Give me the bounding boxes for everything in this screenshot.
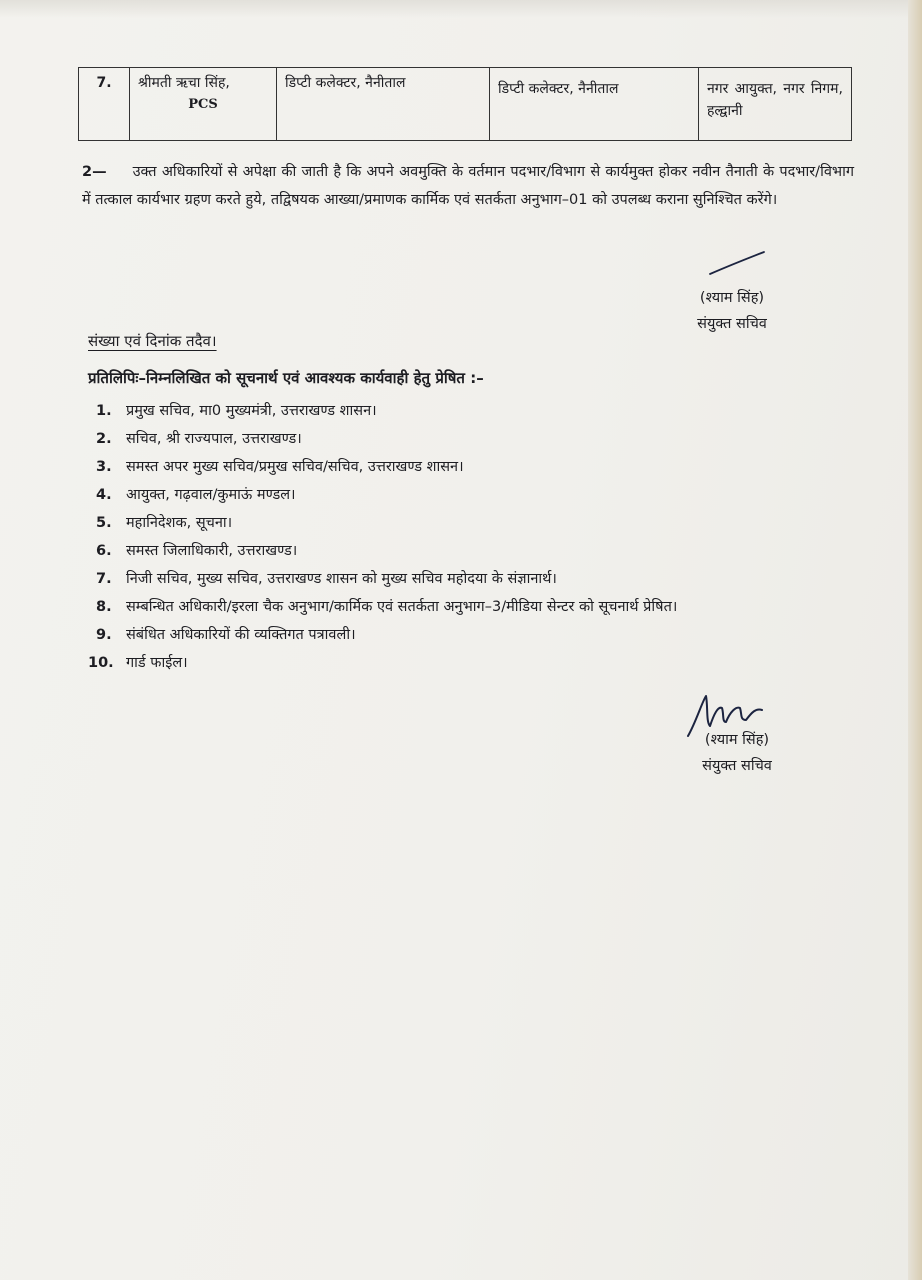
list-item-number: 8.: [96, 599, 112, 615]
page-edge-right: [908, 0, 922, 1280]
list-item-text: संबंधित अधिकारियों की व्यक्तिगत पत्रावली।: [126, 627, 356, 643]
list-item-number: 7.: [96, 571, 112, 587]
new-post-cell: डिप्टी कलेक्टर, नैनीताल: [490, 68, 699, 141]
signature-block-2: [672, 727, 802, 779]
page-shadow-top: [0, 0, 922, 18]
officer-name: श्रीमती ऋचा सिंह,: [138, 75, 230, 91]
officer-service: PCS: [188, 97, 218, 112]
list-item: [88, 481, 858, 509]
signatory-name: (श्याम सिंह): [699, 290, 765, 306]
list-item-number: 1.: [96, 403, 112, 419]
list-item: [88, 397, 858, 425]
signature-mark: [708, 248, 768, 278]
instruction-paragraph: [82, 158, 854, 214]
signature-block-1: [672, 285, 792, 337]
list-item-number: 4.: [96, 487, 112, 503]
list-item: [88, 509, 858, 537]
list-item-text: समस्त जिलाधिकारी, उत्तराखण्ड।: [126, 543, 298, 559]
list-item-text: सम्बन्धित अधिकारी/इरला चैक अनुभाग/कार्मिक एवं सतर्कता अनुभाग–3/मीडिया सेन्टर को सूचनार्थ प्रेषित।: [126, 599, 678, 615]
table-row: [79, 68, 852, 141]
current-post-cell: डिप्टी कलेक्टर, नैनीताल: [277, 68, 490, 141]
signatory-designation: संयुक्त सचिव: [702, 758, 772, 774]
copy-heading: प्रतिलिपिः–निम्नलिखित को सूचनार्थ एवं आवश्यक कार्यवाही हेतु प्रेषित :–: [88, 369, 484, 387]
list-item-text: निजी सचिव, मुख्य सचिव, उत्तराखण्ड शासन को मुख्य सचिव महोदया के संज्ञानार्थ।: [126, 571, 557, 587]
serial-number-cell: 7.: [79, 68, 130, 141]
list-item: [88, 537, 858, 565]
list-item-number: 9.: [96, 627, 112, 643]
list-item-number: 6.: [96, 543, 112, 559]
list-item-text: गार्ड फाईल।: [126, 655, 188, 671]
additional-charge-cell: नगर आयुक्त, नगर निगम, हल्द्वानी: [699, 68, 852, 141]
list-item: [88, 593, 858, 621]
list-item: [88, 425, 858, 453]
list-item: [88, 565, 858, 593]
list-item-text: सचिव, श्री राज्यपाल, उत्तराखण्ड।: [126, 431, 302, 447]
list-item-text: महानिदेशक, सूचना।: [126, 515, 233, 531]
list-item-number: 10.: [88, 655, 114, 671]
signatory-name: (श्याम सिंह): [704, 732, 770, 748]
officer-name-cell: [130, 68, 277, 141]
list-item: [88, 453, 858, 481]
paragraph-number: 2—: [82, 164, 107, 180]
list-item-text: समस्त अपर मुख्य सचिव/प्रमुख सचिव/सचिव, उत्तराखण्ड शासन।: [126, 459, 464, 475]
list-item-number: 3.: [96, 459, 112, 475]
paragraph-text: उक्त अधिकारियों से अपेक्षा की जाती है कि अपने अवमुक्ति के वर्तमान पदभार/विभाग से कार्यमुक्त होकर नवीन तैनाती के पदभार/विभाग में तत्काल कार्यभार ग्रहण करते हुये, तद्विषयक आख्या/प्रमाणक कार्मिक एवं सतर्कता अनुभाग–01 को उपलब्ध कराना सुनिश्चित करेंगे।: [82, 164, 854, 208]
copy-list: [88, 397, 858, 677]
list-item-number: 2.: [96, 431, 112, 447]
reference-line: संख्या एवं दिनांक तदैव।: [88, 332, 217, 350]
posting-table: [78, 67, 852, 141]
list-item: [88, 649, 858, 677]
list-item-text: प्रमुख सचिव, मा0 मुख्यमंत्री, उत्तराखण्ड शासन।: [126, 403, 377, 419]
list-item: [88, 621, 858, 649]
list-item-number: 5.: [96, 515, 112, 531]
list-item-text: आयुक्त, गढ़वाल/कुमाऊं मण्डल।: [126, 487, 296, 503]
signatory-designation: संयुक्त सचिव: [697, 316, 767, 332]
